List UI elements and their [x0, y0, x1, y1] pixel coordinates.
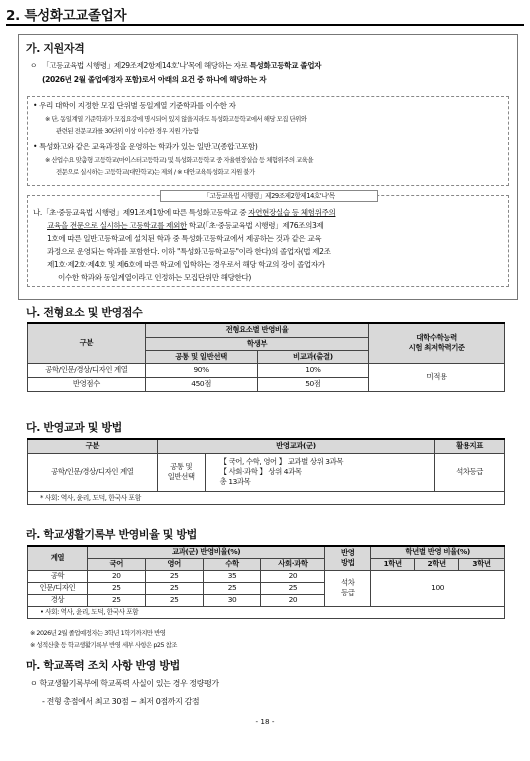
table-cell: 25: [87, 594, 145, 606]
ra-grade-3: 3학년: [459, 558, 505, 570]
ma-line-2: - 전형 총점에서 최고 30점 ~ 최저 0점까지 감점: [42, 697, 200, 706]
section-ga-heading: 가. 지원자격: [26, 42, 85, 55]
ra-subject-korean: 국어: [87, 558, 145, 570]
box2-line-4: 과정으로 운영되는 학과를 포함한다. 이하 "특성화고등학교등"이라 한다)의 졸업자(법 제2조: [47, 247, 331, 256]
ga-intro-line-1: 「고등교육법 시행령」제29조제2항제14호'나'목에 해당하는 자로 특성화고등학교 졸업자: [42, 61, 322, 70]
ra-method-value: 석차 등급: [325, 570, 371, 606]
ra-subject-english: 영어: [145, 558, 203, 570]
subjects-table: [27, 438, 505, 505]
law-reference-label: 「고등교육법 시행령」제29조제2항제14호'나'목: [160, 190, 378, 202]
da-row-label: 공학/인문/경상/디자인 계열: [28, 453, 158, 491]
box2-line-5: 제1호·제2호·제4호 및 제6호에 따른 학교에 입학하는 경우로서 해당 학교의 장이 졸업자가: [47, 260, 325, 269]
na-csat-value: 미적용: [369, 363, 505, 391]
ra-grade-value: 100: [371, 570, 505, 606]
na-row2-label: 반영점수: [28, 377, 146, 391]
ra-subject-math: 수학: [203, 558, 261, 570]
na-row1-b: 10%: [257, 363, 369, 377]
table-cell: 25: [145, 570, 203, 582]
box1-line-6: 전문으로 실시하는 고등학교(대안학교)는 제외 / ※ 대안교육특성화고 지원 불가: [56, 168, 255, 176]
ra-note-1: • 사회: 역사, 윤리, 도덕, 한국사 포함: [28, 606, 505, 618]
ra-header-field: 계열: [28, 546, 88, 570]
table-row-label: 경상: [28, 594, 88, 606]
da-header-gubun: 구분: [28, 439, 158, 453]
section-na-heading: 나. 전형요소 및 반영점수: [26, 306, 143, 319]
na-row2-b: 50점: [257, 377, 369, 391]
box2-line-6: 이수한 학과와 동일계열이라고 인정하는 모집단위만 해당한다): [58, 273, 251, 282]
da-header-subjects: 반영교과(군): [157, 439, 434, 453]
na-header-gubun: 구분: [28, 323, 146, 363]
table-cell: 30: [203, 594, 261, 606]
table-cell: 35: [203, 570, 261, 582]
na-header-record: 학생부: [145, 337, 369, 350]
ra-note-3: ※ 성적산출 등 학교생활기록부 반영 세부 사항은 p25 참조: [30, 641, 177, 649]
ra-header-ratio: 교과(군) 반영비율(%): [87, 546, 324, 558]
ra-header-grade: 학년별 반영 비율(%): [371, 546, 505, 558]
na-header-csat: 대학수학능력 시험 최저학력기준: [369, 323, 505, 363]
table-cell: 25: [145, 582, 203, 594]
ma-line-1: ㅇ 학교생활기록부에 학교폭력 사실이 있는 경우 정량평가: [30, 679, 219, 688]
box1-line-1: • 우리 대학이 지정한 모집 단위별 동일계열 기준학과를 이수한 자: [33, 101, 236, 110]
table-cell: 25: [87, 582, 145, 594]
table-cell: 20: [261, 570, 325, 582]
page-title: 2. 특성화고교졸업자: [6, 8, 127, 24]
table-cell: 25: [145, 594, 203, 606]
ga-intro-line-2: (2026년 2월 졸업예정자 포함)로서 아래의 요건 중 하나에 해당하는 자: [42, 75, 267, 84]
da-subject-list: 【 국어, 수학, 영어 】 교과별 상위 3과목 【 사회·과학 】 상위 4과목 총 13과목: [205, 453, 435, 491]
da-index-value: 석차등급: [435, 453, 505, 491]
na-row1-a: 90%: [145, 363, 257, 377]
table-cell: 25: [261, 582, 325, 594]
na-header-common: 공통 및 일반선택: [145, 350, 257, 363]
ga-bullet: ㅇ: [30, 61, 37, 70]
table-row-label: 인문/디자인: [28, 582, 88, 594]
table-cell: 25: [203, 582, 261, 594]
record-ratio-table: [27, 545, 505, 619]
na-row2-a: 450점: [145, 377, 257, 391]
ra-grade-1: 1학년: [371, 558, 415, 570]
table-cell: 20: [87, 570, 145, 582]
box1-line-5: ※ 산업수요 맞춤형 고등학교(마이스터고등학교) 및 특성화고등학교 중 자율현장실습 등 체험위주의 교육을: [45, 156, 314, 164]
da-selection: 공통 및 일반선택: [157, 453, 205, 491]
ra-header-method: 반영 방법: [325, 546, 371, 570]
section-ra-heading: 라. 학교생활기록부 반영비율 및 방법: [26, 528, 197, 541]
ra-subject-social-science: 사회·과학: [261, 558, 325, 570]
box1-line-3: 관련된 전문교과를 30단위 이상 이수한 경우 지원 가능함: [56, 127, 199, 135]
box2-line-2: 교육을 전문으로 실시하는 고등학교를 제외한 학교(「초·중등교육법 시행령」제76조의3제: [47, 221, 324, 230]
table-row-label: 공학: [28, 570, 88, 582]
na-header-ratio: 전형요소별 반영비율: [145, 323, 369, 337]
box1-line-2: ※ 단, 동일계열 기준학과가 모집요강에 명시되어 있지 않을지라도 특성화고등학교에서 해당 모집 단위와: [45, 115, 307, 123]
da-header-index: 활용지표: [435, 439, 505, 453]
na-row1-label: 공학/인문/경상/디자인 계열: [28, 363, 146, 377]
page-number: - 18 -: [255, 717, 275, 726]
na-header-attend: 비교과(출결): [257, 350, 369, 363]
table-cell: 20: [261, 594, 325, 606]
evaluation-table: [27, 322, 505, 392]
da-note: * 사회: 역사, 윤리, 도덕, 한국사 포함: [28, 491, 505, 504]
section-ma-heading: 마. 학교폭력 조치 사항 반영 방법: [26, 659, 180, 672]
ra-grade-2: 2학년: [415, 558, 459, 570]
title-rule: [6, 24, 524, 26]
section-da-heading: 다. 반영교과 및 방법: [26, 421, 122, 434]
box2-line-1: 나.「초·중등교육법 시행령」제91조제1항에 따른 특성화고등학교 중 자연현장실습 등 체험위주의: [33, 208, 336, 217]
ra-note-2: ※ 2026년 2월 졸업예정자는 3학년 1학기까지만 반영: [30, 629, 166, 637]
box2-line-3: 1호에 따른 일반고등학교에 설치된 학과 중 특성화고등학교에서 제공하는 것과 같은 교육: [47, 234, 322, 243]
box1-line-4: • 특성화고와 같은 교육과정을 운영하는 학과가 있는 일반고(종합고포함): [33, 142, 258, 151]
